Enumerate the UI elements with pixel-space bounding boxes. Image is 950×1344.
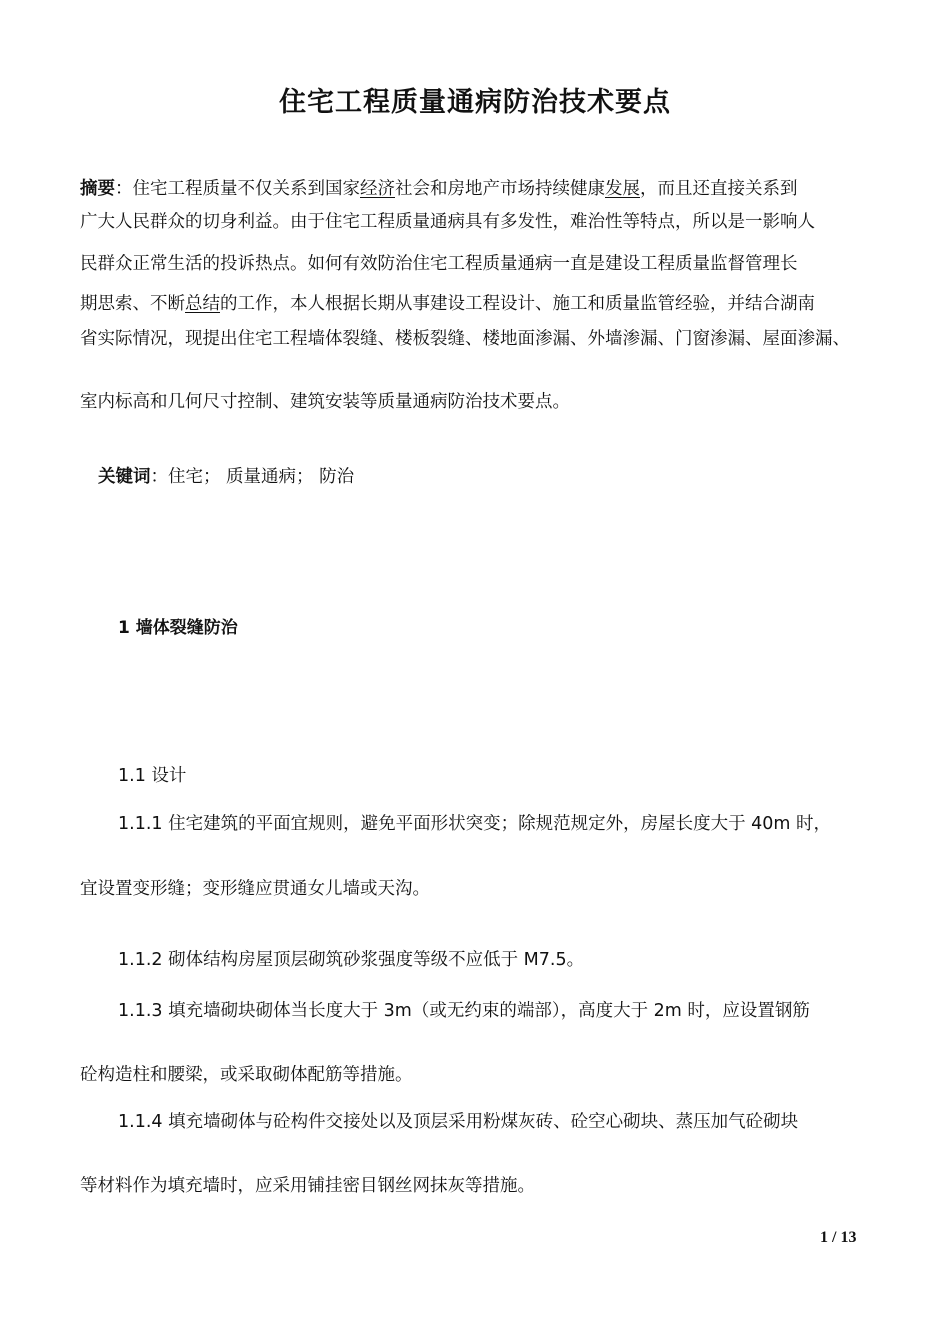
item-value: 3m <box>383 1001 412 1021</box>
abstract-text: 社会和房地产市场持续健康 <box>395 179 605 199</box>
keywords-label: 关键词 <box>98 467 151 487</box>
item-1-1-4-cont: 等材料作为填充墙时，应采用铺挂密目钢丝网抹灰等措施。 <box>80 1176 535 1196</box>
abstract-colon: ： <box>115 179 133 199</box>
item-number: 1.1.2 <box>118 950 163 970</box>
item-text: 填充墙砌块砌体当长度大于 <box>162 1001 384 1021</box>
subsection-title: 设计 <box>145 766 187 786</box>
section-heading: 1 墙体裂缝防治 <box>118 618 238 638</box>
page-total: 13 <box>840 1229 857 1246</box>
item-text: 填充墙砌体与砼构件交接处以及顶层采用粉煤灰砖、砼空心砌块、蒸压加气砼砌块 <box>162 1112 799 1132</box>
link-summary[interactable]: 总结 <box>185 294 220 314</box>
item-1-1-3 <box>118 997 810 1022</box>
abstract-line-6: 室内标高和几何尺寸控制、建筑安装等质量通病防治技术要点。 <box>80 392 570 412</box>
abstract-text: ，而且还直接关系到 <box>640 179 798 199</box>
item-number: 1.1.1 <box>118 814 163 834</box>
item-1-1-2 <box>118 946 584 971</box>
subsection-number: 1.1 <box>118 766 146 786</box>
item-text: 时，应设置钢筋 <box>681 1001 810 1021</box>
keywords <box>98 463 354 488</box>
item-text: （或无约束的端部），高度大于 <box>411 1001 654 1021</box>
item-1-1-1 <box>118 810 831 835</box>
abstract-line-5: 省实际情况，现提出住宅工程墙体裂缝、楼板裂缝、楼地面渗漏、外墙渗漏、门窗渗漏、屋面渗漏、 <box>80 329 850 349</box>
item-value: 40m <box>751 814 791 834</box>
item-text: 。 <box>566 950 585 970</box>
link-development[interactable]: 发展 <box>605 179 640 199</box>
item-text: 砌体结构房屋顶层砌筑砂浆强度等级不应低于 <box>162 950 524 970</box>
item-1-1-1-cont: 宜设置变形缝；变形缝应贯通女儿墙或天沟。 <box>80 879 430 899</box>
item-number: 1.1.3 <box>118 1001 163 1021</box>
abstract-text: 住宅工程质量不仅关系到国家 <box>132 179 360 199</box>
subsection-heading <box>118 762 186 787</box>
abstract-line-3: 民群众正常生活的投诉热点。如何有效防治住宅工程质量通病一直是建设工程质量监督管理长 <box>80 254 798 274</box>
item-1-1-4 <box>118 1108 798 1133</box>
abstract-line-1 <box>80 175 798 200</box>
page-current: 1 <box>820 1229 828 1246</box>
page-separator: / <box>828 1229 841 1246</box>
abstract-label: 摘要 <box>80 179 115 199</box>
abstract-line-4 <box>80 290 815 315</box>
item-text: 时， <box>790 814 832 834</box>
abstract-text: 的工作，本人根据长期从事建设工程设计、施工和质量监管经验，并结合湖南 <box>220 294 815 314</box>
page-number <box>820 1229 856 1247</box>
keywords-text: ：住宅； 质量通病； 防治 <box>150 467 355 487</box>
item-number: 1.1.4 <box>118 1112 163 1132</box>
link-economy[interactable]: 经济 <box>360 179 395 199</box>
abstract-text: 期思索、不断 <box>80 294 185 314</box>
item-1-1-3-cont: 砼构造柱和腰梁，或采取砌体配筋等措施。 <box>80 1065 413 1085</box>
abstract-line-2: 广大人民群众的切身利益。由于住宅工程质量通病具有多发性，难治性等特点，所以是一影响人 <box>80 212 815 232</box>
item-text: 住宅建筑的平面宜规则，避免平面形状突变；除规范规定外，房屋长度大于 <box>162 814 752 834</box>
item-value: 2m <box>653 1001 682 1021</box>
item-value: M7.5 <box>523 950 567 970</box>
document-title: 住宅工程质量通病防治技术要点 <box>279 87 671 118</box>
